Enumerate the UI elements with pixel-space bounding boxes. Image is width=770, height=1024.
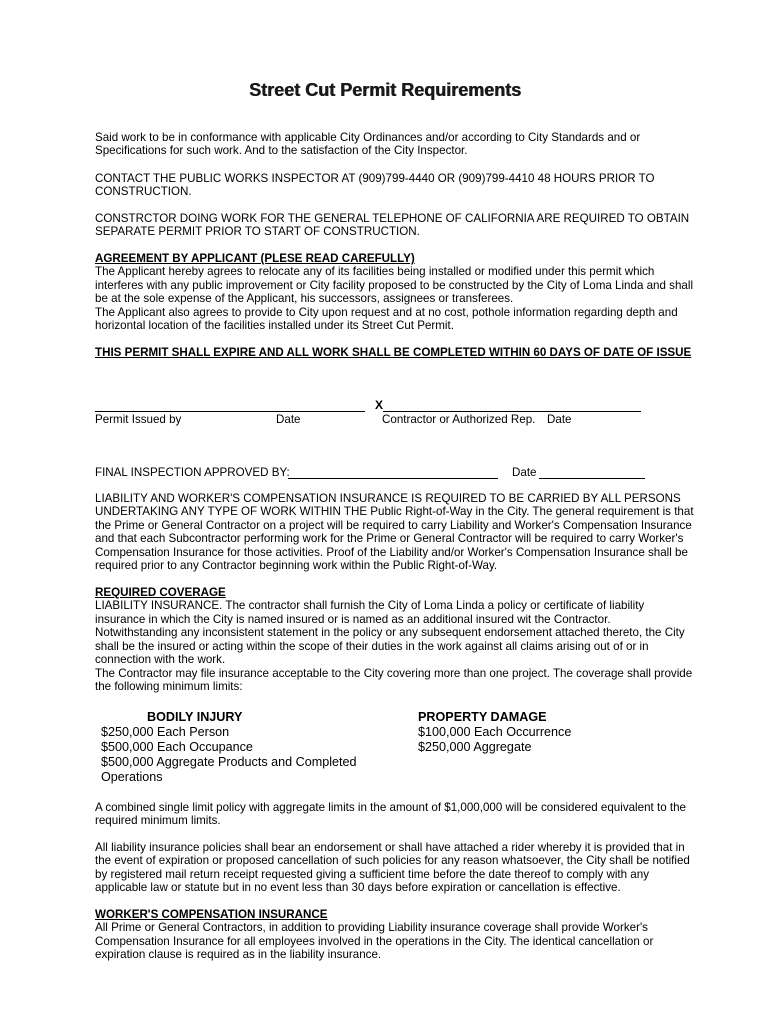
intro-paragraph bbox=[95, 131, 695, 158]
required-coverage-section bbox=[95, 586, 695, 666]
required-coverage-heading: REQUIRED COVERAGE bbox=[95, 586, 226, 599]
telephone-paragraph bbox=[95, 212, 695, 239]
contractor-signature-line[interactable] bbox=[383, 411, 641, 412]
issued-by-signature-line[interactable] bbox=[95, 411, 365, 412]
workers-comp-section bbox=[95, 908, 695, 962]
endorsement-paragraph bbox=[95, 841, 695, 895]
date-label-left: Date bbox=[276, 413, 301, 426]
workers-comp-heading: WORKER'S COMPENSATION INSURANCE bbox=[95, 908, 328, 921]
liability-paragraph bbox=[95, 492, 695, 572]
expire-notice bbox=[95, 346, 695, 359]
bodily-injury-heading: BODILY INJURY bbox=[147, 710, 243, 724]
final-inspection-date-label: Date bbox=[512, 466, 537, 479]
liability-text: LIABILITY AND WORKER'S COMPENSATION INSURANCE IS REQUIRED TO BE CARRIED BY ALL PERSONS UNDERTAKING ANY TYPE OF WORK WITHIN THE Public Right-of-Way in the City. The general requirement is that the Prime or General Contractor on a project will be required to carry Liability and Worker's Compensation Insurance and that each Subcontractor performing work for the Prime or General Contractor will be required to carry Worker's Compensation Insurance for those activities. Proof of the Liability and/or Worker's Compensation Insurance shall be required prior to any Contractor beginning work within the Public Right-of-Way. bbox=[95, 492, 694, 573]
telephone-text: CONSTRCTOR DOING WORK FOR THE GENERAL TELEPHONE OF CALIFORNIA ARE REQUIRED TO OBTAIN SEPARATE PERMIT PRIOR TO START OF CONSTRUCTION. bbox=[95, 212, 690, 239]
bodily-item: Operations bbox=[101, 770, 163, 784]
bodily-item: $500,000 Each Occupance bbox=[101, 740, 253, 754]
property-damage-heading: PROPERTY DAMAGE bbox=[418, 710, 547, 724]
permit-issued-by-label: Permit Issued by bbox=[95, 413, 182, 426]
date-label-right: Date bbox=[547, 413, 572, 426]
endorsement-text: All liability insurance policies shall bear an endorsement or shall have attached a rider whereby it is provided that in the event of expiration or proposed cancellation of such policies for any reason whatsoever, the City shall be notified by registered mail return receipt requested giving a sufficient time before the date thereof to comply with any applicable law or statute but in no event less than 30 days before expiration or cancellation is effective. bbox=[95, 841, 690, 895]
contact-paragraph bbox=[95, 172, 695, 199]
bodily-item: $250,000 Each Person bbox=[101, 725, 230, 739]
property-item: $250,000 Aggregate bbox=[418, 740, 532, 754]
x-mark: X bbox=[375, 398, 384, 412]
property-item: $100,000 Each Occurrence bbox=[418, 725, 572, 739]
workers-comp-text: All Prime or General Contractors, in addition to providing Liability insurance coverage shall provide Worker's Compensation Insurance for all employees involved in the operations in the City. The identical cancellation or expiration clause is required as in the liability insurance. bbox=[95, 921, 654, 962]
page-title: Street Cut Permit Requirements bbox=[248, 80, 522, 100]
agreement-para-2: The Applicant also agrees to provide to City upon request and at no cost, pothole information regarding depth and horizontal location of the facilities installed under its Street Cut Permit. bbox=[95, 305, 678, 333]
agreement-heading: AGREEMENT BY APPLICANT (PLESE READ CAREFULLY) bbox=[95, 252, 415, 265]
required-coverage-text: LIABILITY INSURANCE. The contractor shall furnish the City of Loma Linda a policy or certificate of liability insurance in which the City is named insured or is named as an additional insured wit the Contractor. Notwithstanding any inconsistent statement in the policy or any subsequent endorsement attached thereto, the City shall be the insured or acting within the scope of their duties in the work against all claims arising out of or in connection with the work. bbox=[95, 599, 685, 667]
final-inspection-date-line[interactable] bbox=[539, 478, 645, 479]
final-inspection-label: FINAL INSPECTION APPROVED BY: bbox=[95, 466, 290, 479]
final-inspection-line[interactable] bbox=[288, 478, 498, 479]
combined-limit-paragraph bbox=[95, 801, 695, 828]
combined-limit-text: A combined single limit policy with aggregate limits in the amount of $1,000,000 will be considered equivalent to the required minimum limits. bbox=[95, 801, 686, 828]
file-insurance-text: The Contractor may file insurance acceptable to the City covering more than one project. The coverage shall provide the following minimum limits: bbox=[95, 667, 693, 694]
contact-text: CONTACT THE PUBLIC WORKS INSPECTOR AT (909)799-4440 OR (909)799-4410 48 HOURS PRIOR TO CONSTRUCTION. bbox=[95, 172, 655, 199]
expire-text: THIS PERMIT SHALL EXPIRE AND ALL WORK SHALL BE COMPLETED WITHIN 60 DAYS OF DATE OF ISSUE bbox=[95, 346, 692, 359]
file-insurance-paragraph bbox=[95, 667, 695, 694]
bodily-item: $500,000 Aggregate Products and Completed bbox=[101, 755, 357, 769]
intro-text: Said work to be in conformance with applicable City Ordinances and/or according to City Standards and or Specifications for such work. And to the satisfaction of the City Inspector. bbox=[95, 131, 641, 158]
agreement-para-1: The Applicant hereby agrees to relocate any of its facilities being installed or modified under this permit which interferes with any public improvement or City facility proposed to be constructed by the City of Loma Linda and shall be at the sole expense of the Applicant, his successors, assignees or transferees. bbox=[95, 265, 694, 306]
contractor-label: Contractor or Authorized Rep. bbox=[382, 413, 536, 426]
agreement-section bbox=[95, 252, 695, 332]
bodily-injury-column bbox=[101, 710, 401, 785]
property-damage-column bbox=[418, 710, 668, 755]
